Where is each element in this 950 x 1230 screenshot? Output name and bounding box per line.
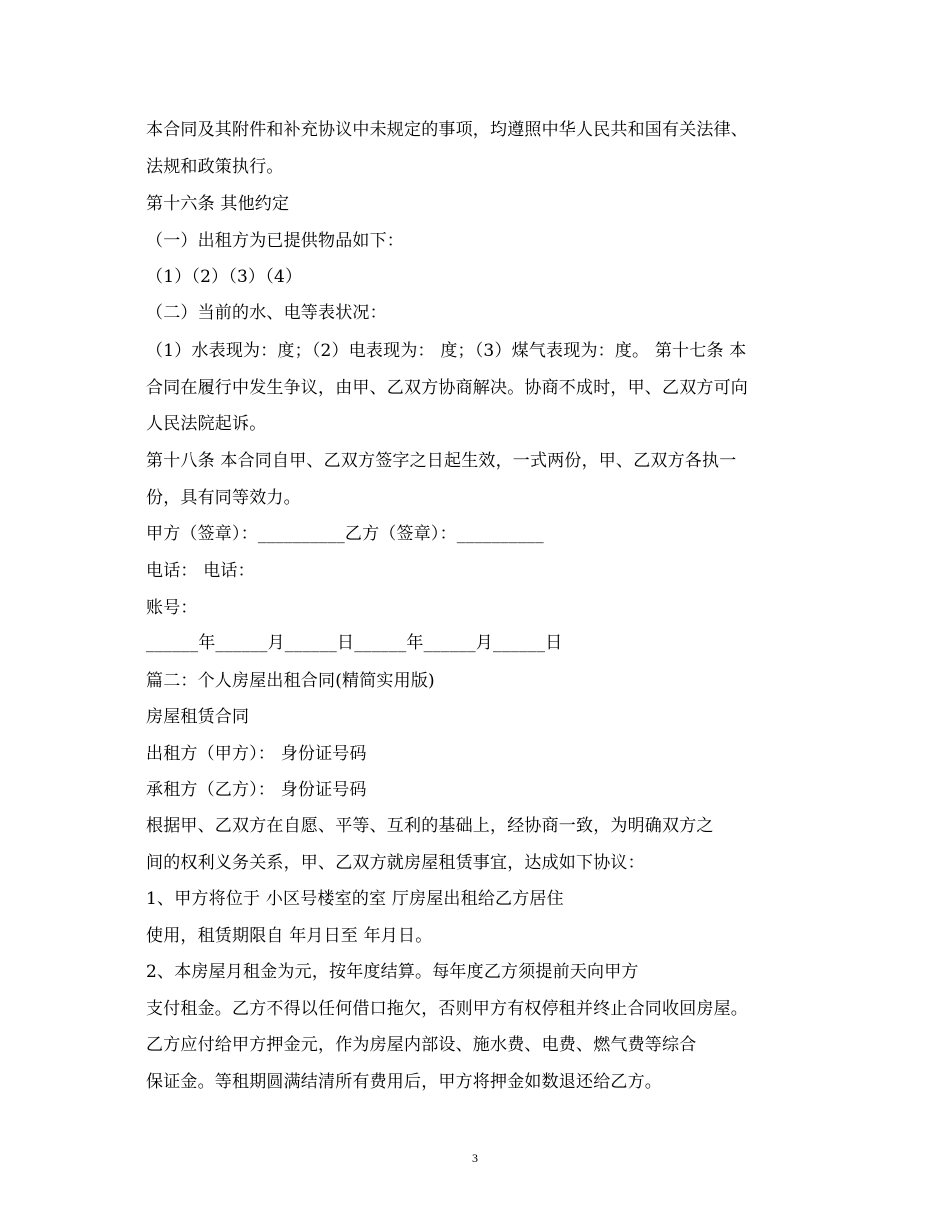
text-line: 1、甲方将位于 小区号楼室的室 厅房屋出租给乙方居住 xyxy=(146,889,564,909)
section-heading: 第十六条 其他约定 xyxy=(146,194,290,214)
text-line: 承租方（乙方）： 身份证号码 xyxy=(146,780,367,800)
date-line: ______年______月______日______年______月______日 xyxy=(146,633,563,653)
text-line: 根据甲、乙双方在自愿、平等、互利的基础上，经协商一致，为明确双方之 xyxy=(146,816,714,836)
text-line: 本合同及其附件和补充协议中未规定的事项，均遵照中华人民共和国有关法律、 xyxy=(146,120,748,140)
text-line: （一）出租方为已提供物品如下： xyxy=(146,231,404,251)
section-heading: 篇二：个人房屋出租合同(精简实用版) xyxy=(146,671,435,691)
signature-line: 甲方（签章）：__________乙方（签章）：__________ xyxy=(146,524,544,544)
text-line: 第十八条 本合同自甲、乙双方签字之日起生效，一式两份，甲、乙双方各执一 xyxy=(146,451,737,471)
account-line: 账号： xyxy=(146,598,198,618)
contract-title: 房屋租赁合同 xyxy=(146,707,250,727)
text-line: 合同在履行中发生争议，由甲、乙双方协商解决。协商不成时，甲、乙双方可向 xyxy=(146,378,748,398)
phone-line: 电话： 电话： xyxy=(146,561,255,581)
text-line: （二）当前的水、电等表状况： xyxy=(146,303,387,323)
text-line: 保证金。等租期圆满结清所有费用后，甲方将押金如数退还给乙方。 xyxy=(146,1072,662,1092)
text-line: 份，具有同等效力。 xyxy=(146,488,301,508)
text-line: 2、本房屋月租金为元，按年度结算。每年度乙方须提前天向甲方 xyxy=(146,962,639,982)
text-line: 使用，租赁期限自 年月日至 年月日。 xyxy=(146,926,433,946)
page-number: 3 xyxy=(472,1151,478,1165)
text-line: 乙方应付给甲方押金元，作为房屋内部设、施水费、电费、燃气费等综合 xyxy=(146,1035,697,1055)
text-line: 人民法院起诉。 xyxy=(146,414,267,434)
text-line: （1）（2）（3）（4） xyxy=(146,267,303,287)
text-line: 支付租金。乙方不得以任何借口拖欠，否则甲方有权停租并终止合同收回房屋。 xyxy=(146,999,748,1019)
text-line: （1）水表现为：度；（2）电表现为： 度；（3）煤气表现为：度。 第十七条 本 xyxy=(146,341,747,361)
text-line: 法规和政策执行。 xyxy=(146,157,284,177)
text-line: 出租方（甲方）： 身份证号码 xyxy=(146,744,367,764)
text-line: 间的权利义务关系，甲、乙双方就房屋租赁事宜，达成如下协议： xyxy=(146,853,645,873)
